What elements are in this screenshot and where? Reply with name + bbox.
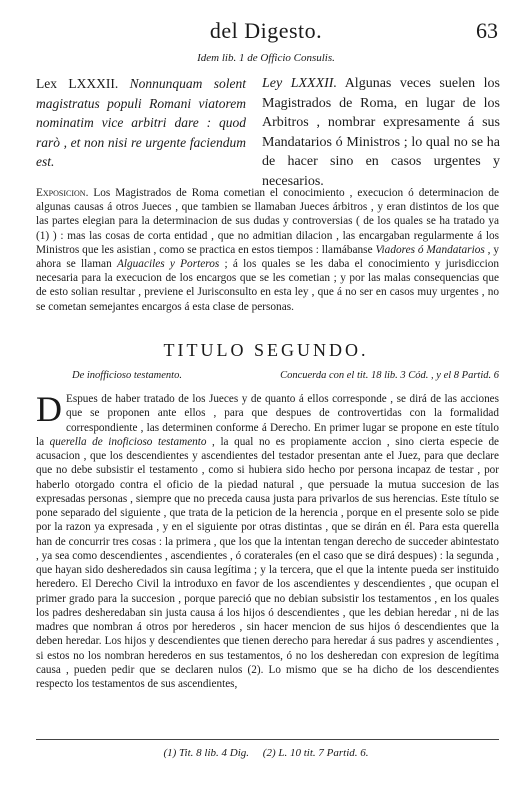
exposicion-italic-1: Viadores ó Mandatarios <box>375 243 485 256</box>
footnotes <box>0 747 532 759</box>
page-title: del Digesto. <box>209 18 323 43</box>
source-citation: Idem lib. 1 de Officio Consulis. <box>197 52 335 64</box>
body-text-2: , la qual no es propiamente accion , sino cierta especie de acusacion , que los descendientes y ascendientes del testador presentan ante el Juez, para que declare que no debe subsistir el testamento , como si hubiera sido hecho por persona incapaz de testar , por haberlo otorgado contra el oficio de la piedad natural , que persuade la mutua succesion de las expresadas personas , siempre que no preceda causa justa para privarlos de sus herencias. Este título se pone separado del siguiente , que trata de la peticion de la herencia , porque en el presente solo se pide por la razon ya expresada , y en el siguiente por otras distintas , que se dirán en él. Para esta querella han de concurrir tres cosas : la primera , que los que la intentan tengan derecho de succeder abintestato , ya sea como descendientes , ascendientes , ó coraterales (en el caso que se dirá despues) : la segunda , que hayan sido desheredados sin causa legítima ; y la tercera, que el que la intente pueda ser instituido heredero. El Derecho Civil la introduxo en favor de los ascendientes y descendientes , que ocupan el primer grado para la succesion , porque pareció que no debian subsistir los testamentos , en los quales los padres desheredaban sin justa causa á los hijos ó descendientes , que les debian heredar , ni de las madres que nombran á otros por herederos , sin hacer mencion de sus hijos ó descendientes que la deben heredar. Los hijos y descendientes que tienen derecho para heredar á sus padres y ascendientes , si estos no los nombran herederos en sus testamentos, ó no los desheredan con expresion de legítima causa , pueden pedir que se declaren nulos (2). Lo mismo que se ha dicho de los descendientes respecto los testamentos de sus ascendientes, <box>36 435 500 690</box>
exposicion-paragraph <box>36 186 499 314</box>
subheading-left: De inofficioso testamento. <box>72 370 182 381</box>
latin-law-label: Lex LXXXII. <box>36 76 119 91</box>
spanish-law-label: Ley LXXXII. <box>262 76 337 91</box>
body-italic-1: querella de inoficioso testamento <box>49 435 207 448</box>
body-text-1: Espues de haber tratado de los Jueces y de quanto á ellos corresponde , se dirá de las acciones que se proponen ante ellos , para que despues de controvertidas con la formalidad correspondiente , las determinen conforme á Derecho. En primer lugar se propone en este título la <box>36 393 499 448</box>
exposicion-text-2: , y ahora se llaman <box>36 243 499 271</box>
footnote-divider <box>36 739 499 740</box>
drop-cap: D <box>36 389 62 429</box>
spanish-law-text: Algunas veces suelen los Magistrados de Roma, en lugar de los Arbitros , nombrar expresamente á sus Mandatarios ó Ministros ; lo qual no se ha de hacer sino en casos urgentes y necesarios. <box>262 76 500 189</box>
latin-column <box>36 74 246 172</box>
latin-law-text: Nonnunquam solent magistratus populi Romani viatorem nominatim vice arbitri dare : quod rarò , et non nisi re urgente faciendum est. <box>36 76 246 169</box>
subheading-right: Concuerda con el tit. 18 lib. 3 Cód. , y el 8 Partid. 6 <box>280 370 499 381</box>
page-number: 63 <box>476 18 498 43</box>
body-paragraph <box>36 389 500 691</box>
exposicion-text-1: Los Magistrados de Roma cometian el conocimiento , execucion ó determinacion de algunas causas á otros Jueces , que tambien se llamaban Jueces árbitros , y eran distintos de los que las partes elegian para la determinacion de sus dudas y controversias ( de los quales se ha tratado ya (1) ) : mas las cosas de corta entidad , que no admitian dilacion , las encargaban regularmente á los Ministros que les asistian , como se practica en estos tiempos : llamábanse <box>36 187 499 256</box>
title-subheading <box>36 370 499 386</box>
exposicion-label: Exposicion. <box>36 187 89 199</box>
spanish-column <box>262 74 500 191</box>
running-head <box>0 18 532 48</box>
footnote-2: (2) L. 10 tit. 7 Partid. 6. <box>262 747 369 759</box>
section-heading: TITULO SEGUNDO. <box>163 340 369 360</box>
exposicion-italic-2: Alguaciles y Porteros <box>116 258 220 271</box>
footnote-1: (1) Tit. 8 lib. 4 Dig. <box>163 747 250 759</box>
exposicion-text-3: ; á los quales se les daba el conocimiento y jurisdiccion necesaria para la execucion de los encargos que se les cometian ; y por las malas consequencias que de esto solian resultar , previene el Jurisconsulto en esta ley , que á no ser en casos muy urgentes , no se cometan semejantes encargos á esta clase de personas. <box>36 258 500 313</box>
